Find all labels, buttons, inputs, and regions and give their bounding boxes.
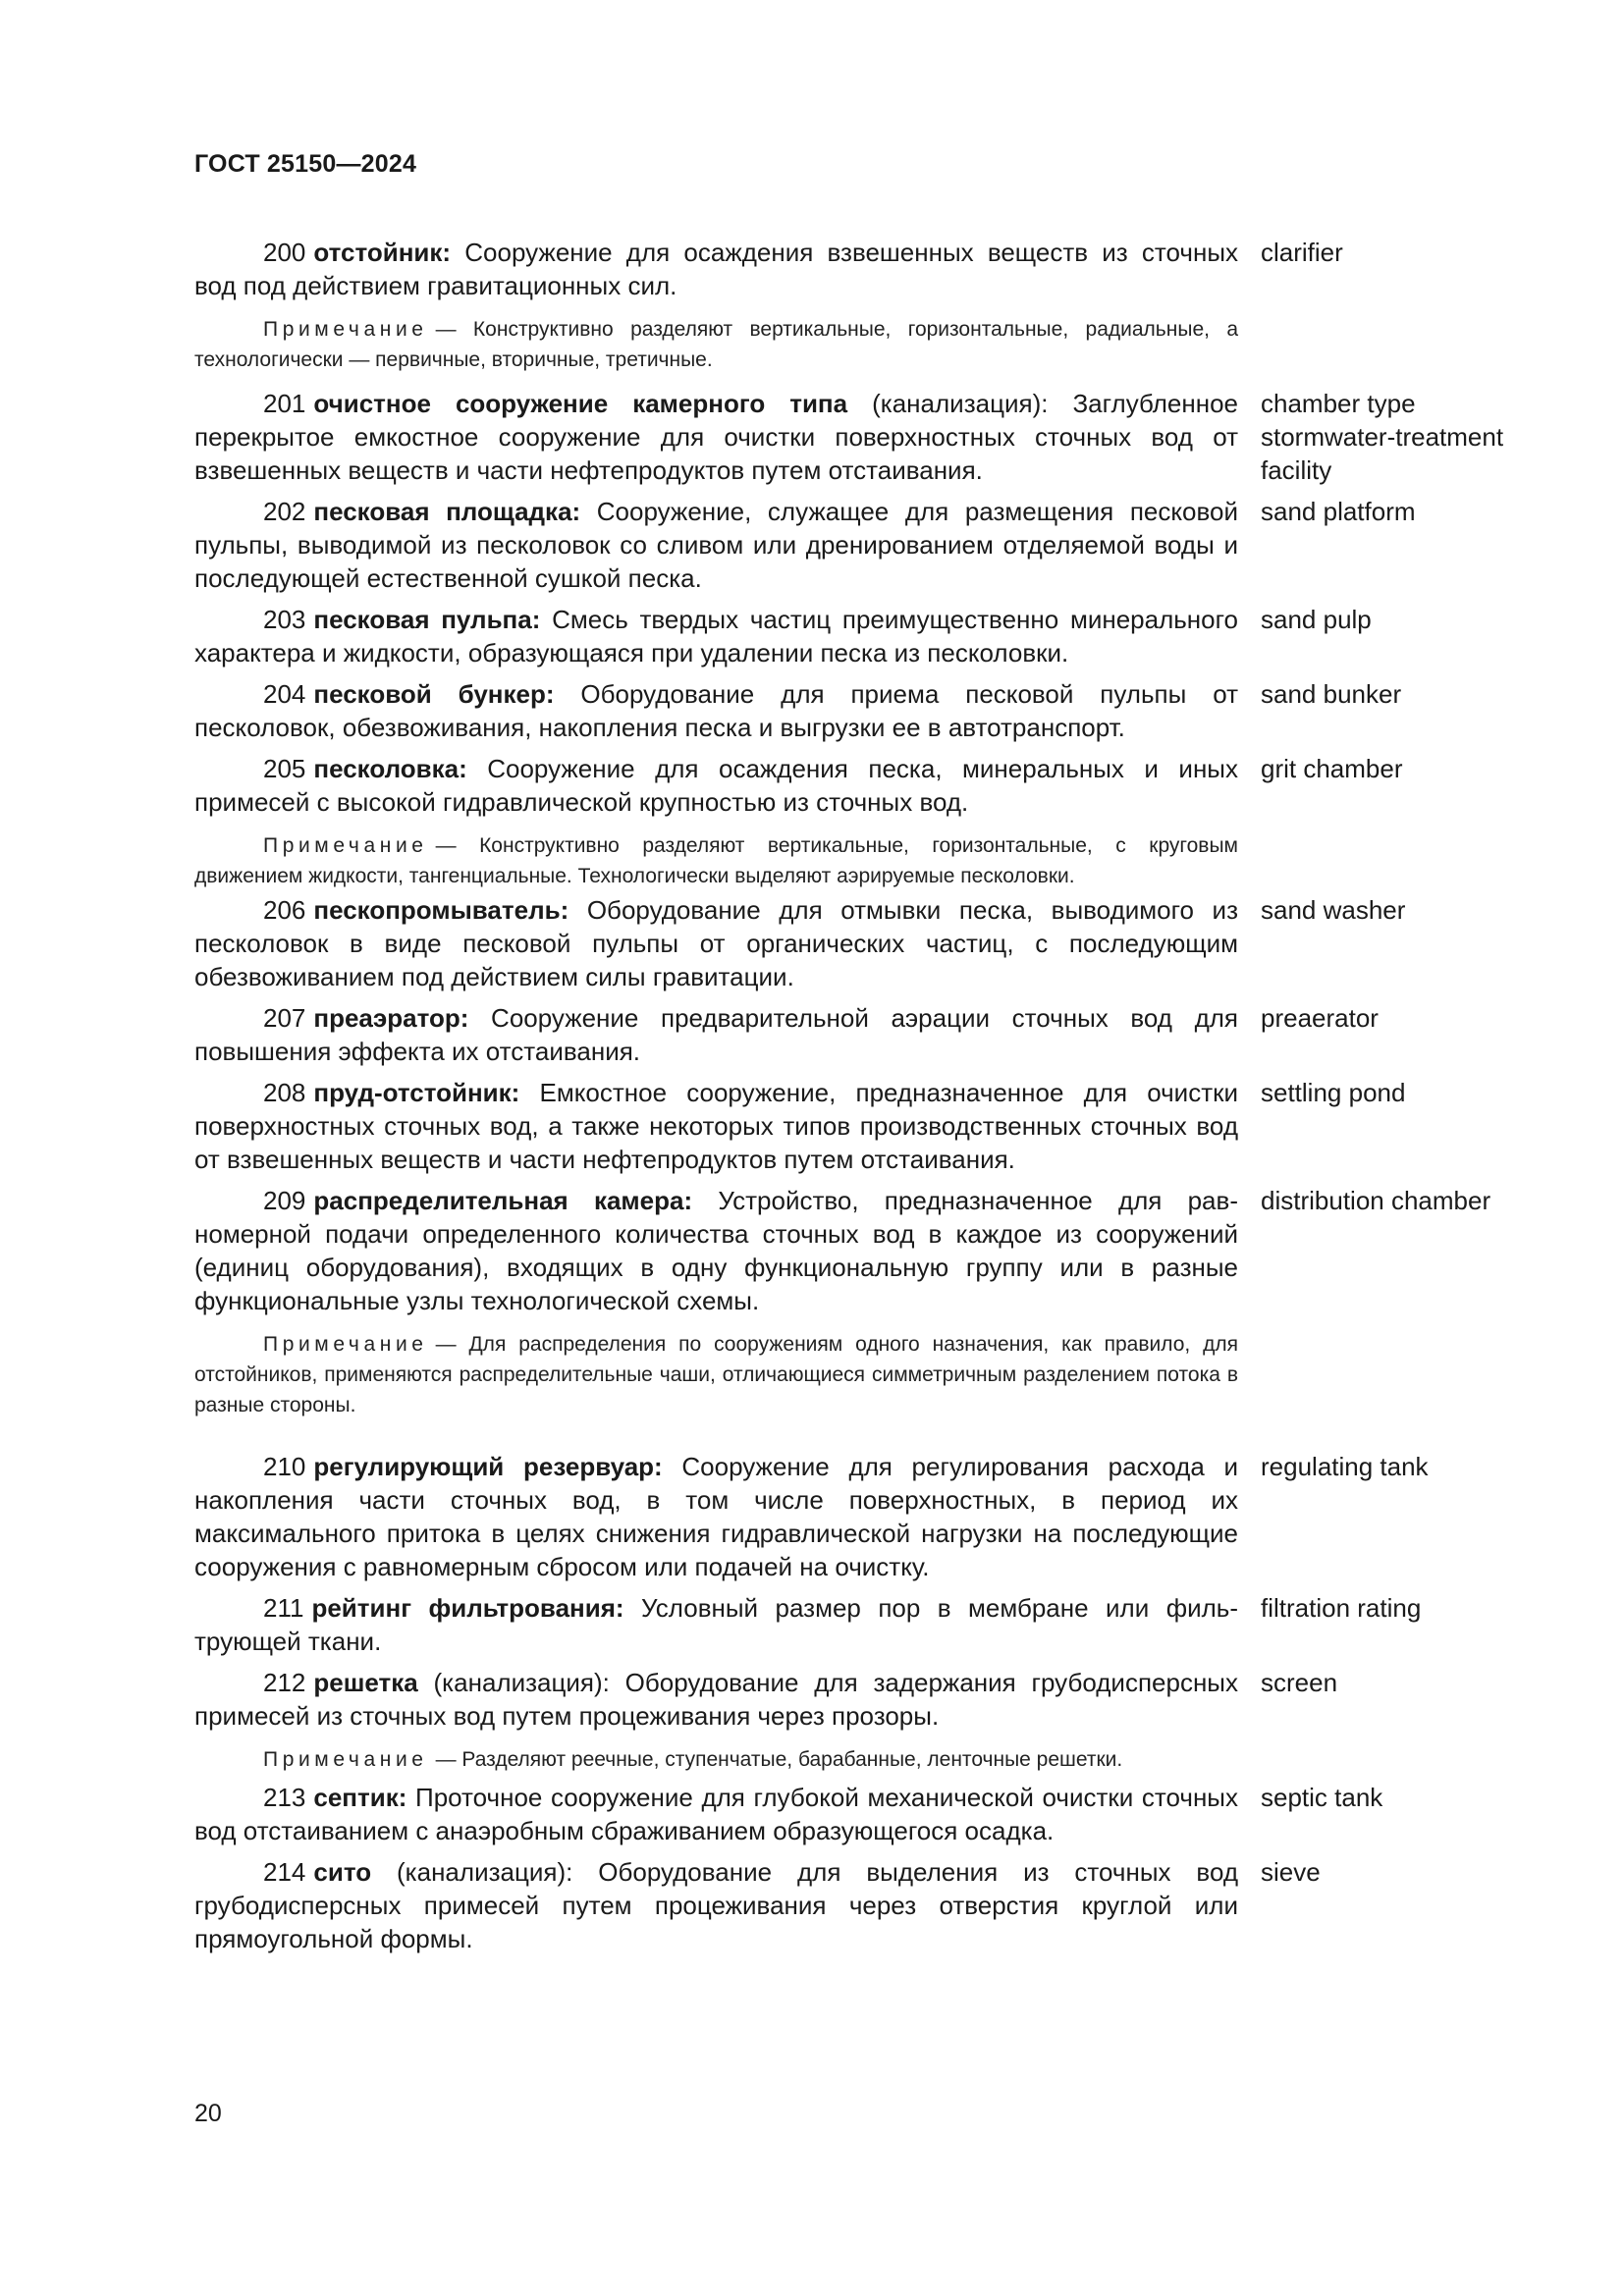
term-definition-text: Сооружение для регулирования расхода и накопления части сточных вод, в том числе поверхностных, в период их максимального притока в целях снижения гидравлической нагрузки на последующие сооружения с равномерным сбросом или подачей на очистку. bbox=[194, 1452, 1238, 1581]
term-entry bbox=[194, 387, 1549, 487]
term-name: песковая площадка: bbox=[313, 497, 581, 526]
note-text: — Конструктивно разделяют вертикальные, горизонтальные, радиальные, а технологически — первичные, вторичные, третичные. bbox=[194, 318, 1238, 371]
term-definition bbox=[194, 1184, 1238, 1317]
term-definition bbox=[194, 236, 1238, 302]
term-definition-text: Устройство, предназначенное для равномерной подачи определенного количества сточных вод в каждое из сооружений (единиц оборудования), входящих в одну функциональную группу или в разные функциональные узлы технологической схемы. bbox=[194, 1186, 1238, 1315]
term-entry bbox=[194, 752, 1549, 891]
term-name: очистное сооружение камерного типа bbox=[313, 389, 848, 418]
note-label: Примечание bbox=[263, 1748, 428, 1771]
term-name: песколовка: bbox=[313, 754, 467, 783]
term-definition-text: Оборудование для задержания грубодисперсных примесей из сточных вод путем процеживания через прозоры. bbox=[194, 1668, 1238, 1731]
term-entry bbox=[194, 1001, 1549, 1068]
term-entry bbox=[194, 603, 1549, 669]
term-definition-text: Сооружение, служащее для размещения песковой пульпы, выводимой из песколовок со сливом или дренированием отделяемой воды и последующей естественной сушкой песка. bbox=[194, 497, 1238, 593]
page-number: 20 bbox=[194, 2100, 222, 2127]
term-definition-text: Условный размер пор в мембране или фильтрующей ткани. bbox=[194, 1593, 1238, 1656]
term-entries bbox=[194, 236, 1549, 1963]
term-number: 211 bbox=[263, 1593, 304, 1623]
term-definition bbox=[194, 387, 1238, 487]
term-entry bbox=[194, 893, 1549, 993]
term-number: 212 bbox=[263, 1668, 306, 1697]
term-number: 205 bbox=[263, 754, 306, 783]
english-equivalent: septic tank bbox=[1261, 1783, 1383, 1812]
term-number: 204 bbox=[263, 679, 306, 709]
term-definition bbox=[194, 1001, 1238, 1068]
term-row bbox=[194, 236, 1549, 302]
term-entry bbox=[194, 495, 1549, 595]
term-name: решетка bbox=[313, 1668, 418, 1697]
english-equivalent: grit chamber bbox=[1261, 754, 1403, 783]
english-equivalent: sand washer bbox=[1261, 895, 1406, 925]
term-definition bbox=[194, 752, 1238, 819]
term-number: 206 bbox=[263, 895, 306, 925]
term-number: 200 bbox=[263, 238, 306, 267]
term-number: 213 bbox=[263, 1783, 306, 1812]
term-entry bbox=[194, 1855, 1549, 1955]
term-definition-text: Проточное сооружение для глубокой механической очистки сточных вод отстаиванием с анаэробным сбраживанием образующегося осадка. bbox=[194, 1783, 1238, 1845]
term-qualifier: (канализация): bbox=[417, 1668, 610, 1697]
term-entry bbox=[194, 1781, 1549, 1847]
english-equivalent: screen bbox=[1261, 1668, 1338, 1697]
term-number: 207 bbox=[263, 1003, 306, 1033]
term-number: 208 bbox=[263, 1078, 306, 1107]
term-number: 201 bbox=[263, 389, 306, 418]
english-equivalent: sand pulp bbox=[1261, 605, 1372, 634]
term-definition bbox=[194, 495, 1238, 595]
note bbox=[194, 314, 1238, 375]
term-definition-text: Заглубленное перекрытое емкостное сооружение для очистки поверхностных сточных вод от взвешенных веществ и части нефтепродуктов путем отстаивания. bbox=[194, 389, 1239, 485]
term-entry bbox=[194, 677, 1549, 744]
term-definition-text: Оборудование для приема песковой пульпы от песколовок, обезвоживания, накопления песка и выгрузки ее в автотранспорт. bbox=[194, 679, 1238, 742]
note bbox=[194, 1744, 1238, 1775]
term-entry bbox=[194, 236, 1549, 375]
term-definition-text: Смесь твердых частиц преимущественно минерального характера и жидкости, образующаяся при удалении песка из песколовки. bbox=[194, 605, 1238, 667]
term-row bbox=[194, 1666, 1549, 1733]
term-row bbox=[194, 387, 1549, 487]
term-name: преаэратор: bbox=[313, 1003, 469, 1033]
term-row bbox=[194, 1450, 1549, 1583]
english-equivalent: distribution chamber bbox=[1261, 1186, 1491, 1215]
english-equivalent: sieve bbox=[1261, 1857, 1321, 1887]
term-definition bbox=[194, 1781, 1238, 1847]
term-definition bbox=[194, 677, 1238, 744]
note-text: — Конструктивно разделяют вертикальные, горизонтальные, с круговым движением жидкости, тангенциальные. Технологически выделяют аэрируемые песколовки. bbox=[194, 834, 1238, 887]
term-entry bbox=[194, 1184, 1549, 1420]
english-equivalent: preaerator bbox=[1261, 1003, 1379, 1033]
english-equivalent: sand bunker bbox=[1261, 679, 1402, 709]
term-definition bbox=[194, 1855, 1238, 1955]
term-definition bbox=[194, 893, 1238, 993]
english-equivalent: clarifier bbox=[1261, 238, 1343, 267]
english-equivalent: regulating tank bbox=[1261, 1452, 1429, 1481]
note bbox=[194, 1329, 1238, 1420]
term-definition bbox=[194, 1591, 1238, 1658]
term-definition-text: Оборудование для отмывки песка, выводимого из песколовок в виде песковой пульпы от органических частиц, с последующим обезвоживанием под действием силы гравитации. bbox=[194, 895, 1238, 991]
term-definition-text: Сооружение для осаждения песка, минеральных и иных примесей с высокой гидравлической крупностью из сточных вод. bbox=[194, 754, 1238, 817]
term-name: песковой бункер: bbox=[313, 679, 555, 709]
term-row bbox=[194, 603, 1549, 669]
term-definition-text: Оборудование для выделения из сточных вод грубодисперсных примесей путем процеживания через отверстия круглой или прямоугольной формы. bbox=[194, 1857, 1239, 1953]
term-row bbox=[194, 1076, 1549, 1176]
term-row bbox=[194, 1591, 1549, 1658]
term-name: сито bbox=[313, 1857, 372, 1887]
term-row bbox=[194, 1184, 1549, 1317]
note bbox=[194, 830, 1238, 891]
term-number: 209 bbox=[263, 1186, 306, 1215]
term-row bbox=[194, 677, 1549, 744]
term-definition-text: Емкостное сооружение, предназначенное для очистки поверхностных сточных вод, а также некоторых типов производственных сточных вод от взвешенных веществ и части нефтепродуктов путем отстаивания. bbox=[194, 1078, 1238, 1174]
term-entry bbox=[194, 1450, 1549, 1583]
term-definition-text: Сооружение для осаждения взвешенных веществ из сточных вод под действием гравитационных сил. bbox=[194, 238, 1238, 300]
term-name: септик: bbox=[313, 1783, 407, 1812]
term-row bbox=[194, 893, 1549, 993]
term-number: 210 bbox=[263, 1452, 306, 1481]
note-label: Примечание bbox=[263, 1333, 428, 1356]
term-row bbox=[194, 1781, 1549, 1847]
english-equivalent: settling pond bbox=[1261, 1078, 1406, 1107]
term-row bbox=[194, 752, 1549, 819]
term-entry bbox=[194, 1076, 1549, 1176]
term-entry bbox=[194, 1591, 1549, 1658]
term-number: 203 bbox=[263, 605, 306, 634]
english-equivalent: chamber type stormwater-treatment facility bbox=[1261, 389, 1504, 485]
english-equivalent: sand platform bbox=[1261, 497, 1416, 526]
term-name: пескопромыватель: bbox=[313, 895, 569, 925]
english-equivalent: filtration rating bbox=[1261, 1593, 1422, 1623]
term-definition-text: Сооружение предварительной аэрации сточных вод для повышения эффекта их отстаивания. bbox=[194, 1003, 1238, 1066]
term-qualifier: (канализация): bbox=[371, 1857, 573, 1887]
term-name: отстойник: bbox=[313, 238, 452, 267]
note-label: Примечание bbox=[263, 318, 428, 341]
term-name: регулирующий резервуар: bbox=[313, 1452, 663, 1481]
term-name: песковая пульпа: bbox=[313, 605, 541, 634]
term-entry bbox=[194, 1666, 1549, 1775]
term-row bbox=[194, 1001, 1549, 1068]
term-definition bbox=[194, 1076, 1238, 1176]
term-definition bbox=[194, 1450, 1238, 1583]
term-name: распределительная камера: bbox=[313, 1186, 693, 1215]
note-text: — Разделяют реечные, ступенчатые, барабанные, ленточные решетки. bbox=[435, 1748, 1123, 1771]
standard-header: ГОСТ 25150—2024 bbox=[194, 150, 417, 178]
note-label: Примечание bbox=[263, 834, 428, 857]
term-number: 202 bbox=[263, 497, 306, 526]
term-name: рейтинг фильтрования: bbox=[311, 1593, 624, 1623]
term-row bbox=[194, 495, 1549, 595]
term-name: пруд-отстойник: bbox=[313, 1078, 520, 1107]
term-number: 214 bbox=[263, 1857, 306, 1887]
term-qualifier: (канализация): bbox=[847, 389, 1049, 418]
term-row bbox=[194, 1855, 1549, 1955]
term-definition bbox=[194, 603, 1238, 669]
note-text: — Для распределения по сооружениям одного назначения, как правило, для отстойников, применяются распределительные чаши, отличающиеся симметричным разделением потока в разные стороны. bbox=[194, 1333, 1238, 1416]
term-definition bbox=[194, 1666, 1238, 1733]
